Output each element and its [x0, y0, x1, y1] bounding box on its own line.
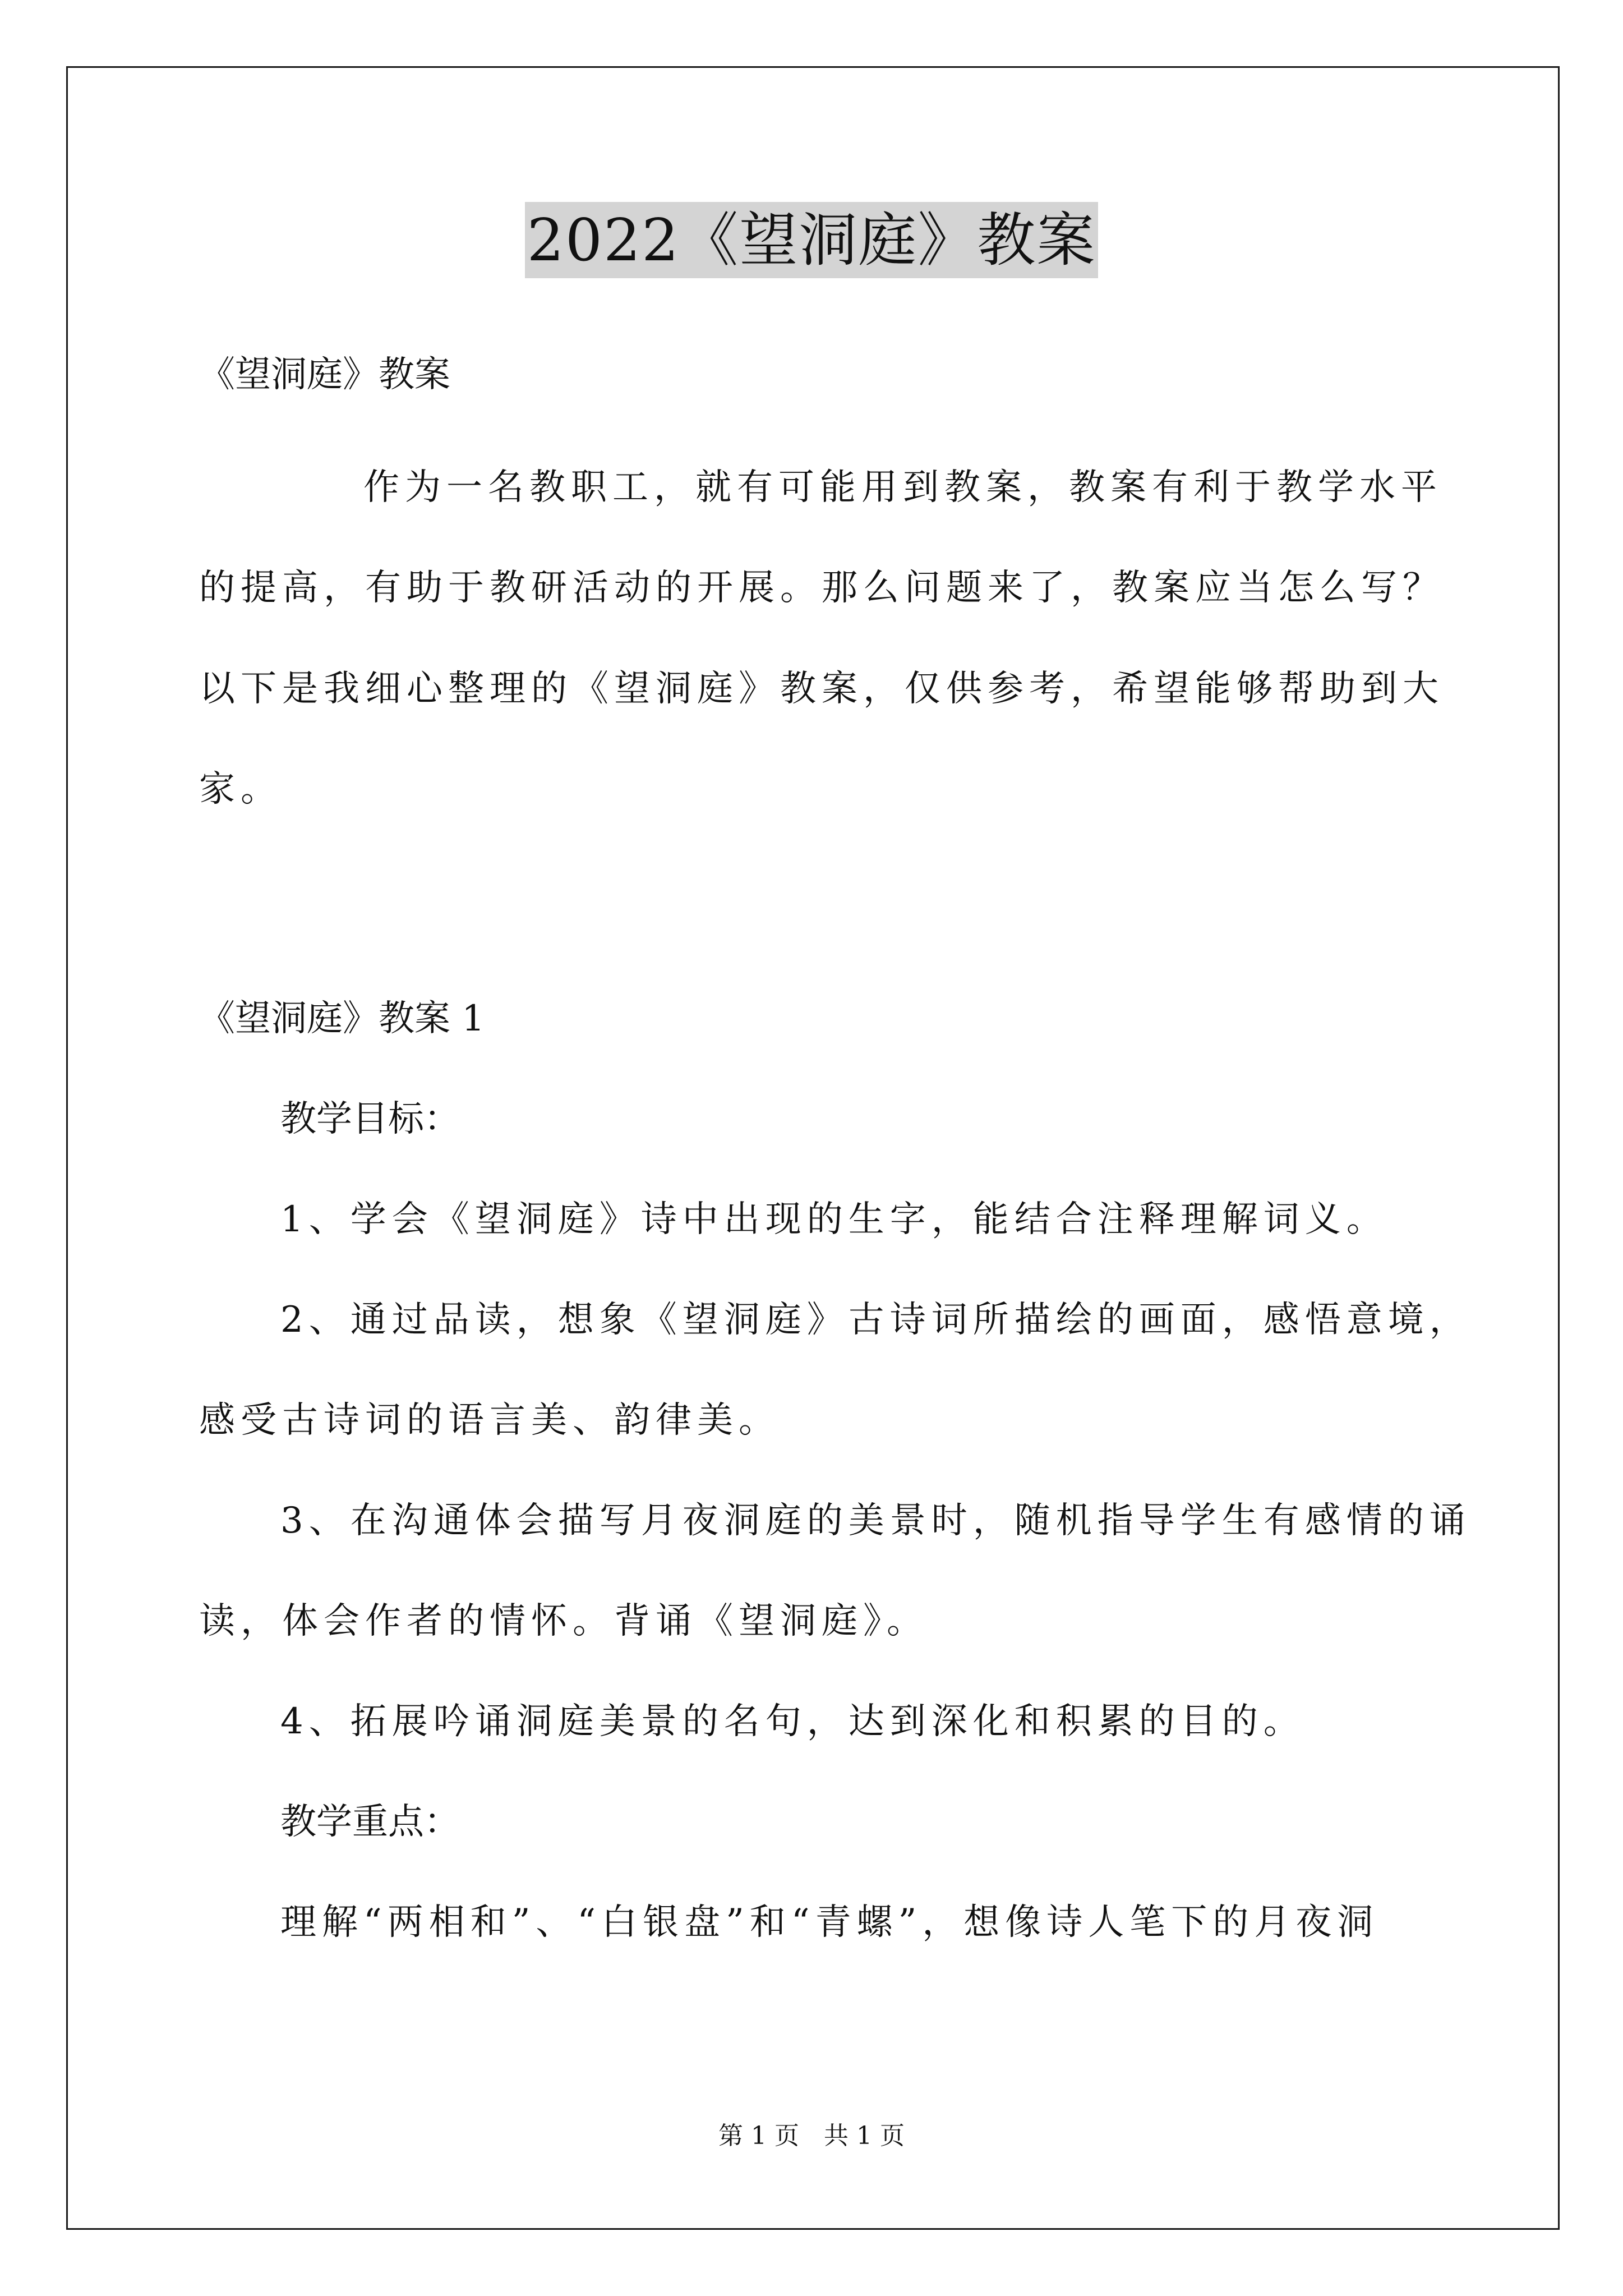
section-heading: 《望洞庭》教案 1: [199, 998, 485, 1039]
paragraph-line: 4、拓展吟诵洞庭美景的名句，达到深化和积累的目的。: [280, 1701, 1305, 1742]
heading-line: 《望洞庭》教案: [199, 354, 450, 395]
subheading: 教学目标：: [280, 1098, 460, 1140]
paragraph-line: 以下是我细心整理的《望洞庭》教案，仅供参考，希望能够帮助到大: [199, 668, 1444, 710]
paragraph-line: 读，体会作者的情怀。背诵《望洞庭》。: [199, 1600, 928, 1642]
paragraph-line: 3、在沟通体会描写月夜洞庭的美景时，随机指导学生有感情的诵: [280, 1500, 1471, 1542]
paragraph-line: 家。: [199, 769, 282, 810]
document-title: 2022《望洞庭》教案: [525, 202, 1099, 278]
paragraph-line: 感受古诗词的语言美、韵律美。: [199, 1400, 780, 1441]
page-footer: 第 1 页 共 1 页: [718, 2122, 905, 2150]
subheading: 教学重点：: [280, 1801, 460, 1843]
paragraph-line: 理解“两相和”、“白银盘”和“青螺”，想像诗人笔下的月夜洞: [280, 1902, 1379, 1943]
paragraph-line: 1、学会《望洞庭》诗中出现的生字，能结合注释理解词义。: [280, 1199, 1388, 1240]
paragraph-line: 作为一名教职工，就有可能用到教案，教案有利于教学水平: [363, 467, 1442, 508]
document-title-block: [0, 202, 1623, 278]
paragraph-line: 2、通过品读，想象《望洞庭》古诗词所描绘的画面，感悟意境，: [280, 1299, 1471, 1341]
paragraph-line: 的提高，有助于教研活动的开展。那么问题来了，教案应当怎么写？: [199, 567, 1444, 609]
